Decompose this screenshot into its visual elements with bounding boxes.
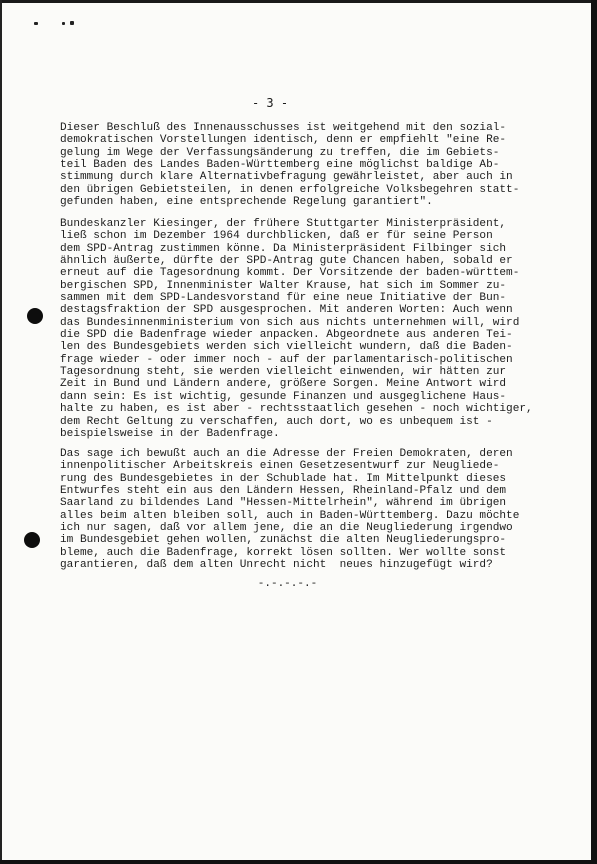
text-line: Bundeskanzler Kiesinger, der frühere Stuttgarter Ministerpräsident, <box>60 218 507 230</box>
text-line: bleme, auch die Badenfrage, korrekt lösen sollten. Wer wollte sonst <box>60 546 507 559</box>
closing-mark: -.-.-.-.- <box>257 578 318 590</box>
paragraph-1 <box>60 122 547 208</box>
scan-border-top <box>0 0 597 3</box>
text-line: das Bundesinnenministerium von sich aus nichts unternehmen will, wird <box>60 316 520 329</box>
punch-hole-top <box>27 308 43 324</box>
text-line: erneut auf die Tagesordnung kommt. Der Vorsitzende der baden-württem- <box>60 267 520 280</box>
text-line: sammen mit dem SPD-Landesvorstand für eine neue Initiative der Bun- <box>60 292 507 305</box>
text-line: innenpolitischer Arbeitskreis einen Gesetzesentwurf zur Neugliede- <box>60 460 500 473</box>
text-line: garantieren, daß dem alten Unrecht nicht neues hinzugefügt wird? <box>60 559 493 572</box>
text-line: ließ schon im Dezember 1964 durchblicken, daß er für seine Person <box>60 230 493 243</box>
text-line: Saarland zu bildendes Land "Hessen-Mittelrhein", während im übrigen <box>60 497 507 510</box>
text-line: alles beim alten bleiben soll, auch in Baden-Württemberg. Dazu möchte <box>60 509 520 522</box>
scan-speck <box>70 21 74 25</box>
text-line: Tagesordnung steht, sie werden vielleicht einwenden, wir hätten zur <box>60 366 507 379</box>
text-line: die SPD die Badenfrage wieder anpacken. Abgeordnete aus anderen Tei- <box>60 329 513 342</box>
text-line: bergischen SPD, Innenminister Walter Krause, hat sich im Sommer zu- <box>60 279 507 292</box>
text-line: rung des Bundesgebietes in der Schublade hat. Im Mittelpunkt dieses <box>60 472 507 485</box>
text-line: frage wieder - oder immer noch - auf der parlamentarisch-politischen <box>60 353 513 366</box>
text-line: Entwurfes steht ein aus den Ländern Hessen, Rheinland-Pfalz und dem <box>60 485 507 498</box>
scan-border-left <box>0 0 2 864</box>
paragraph-2 <box>60 218 547 440</box>
scan-border-bottom <box>0 860 597 864</box>
text-line: ich nur sagen, daß vor allem jene, die an die Neugliederung irgendwo <box>60 522 513 535</box>
text-line: Das sage ich bewußt auch an die Adresse der Freien Demokraten, deren <box>60 448 513 460</box>
text-line: stimmung durch klare Alternativbefragung gewährleistet, aber auch in <box>60 171 513 184</box>
text-line: ähnlich äußerte, dürfte der SPD-Antrag gute Chancen haben, sobald er <box>60 255 513 268</box>
text-line: im Bundesgebiet gehen wollen, zunächst die alten Neugliederungspro- <box>60 534 507 547</box>
page-number: - 3 - <box>251 96 289 110</box>
scan-speck <box>62 22 65 25</box>
text-line: den übrigen Gebietsteilen, in denen erfolgreiche Volksbegehren statt- <box>60 183 520 196</box>
text-line: demokratischen Vorstellungen identisch, denn er empfiehlt "eine Re- <box>60 134 507 147</box>
text-line: halte zu haben, es ist aber - rechtsstaatlich gesehen - noch wichtiger, <box>60 403 533 416</box>
scan-speck <box>34 22 38 25</box>
text-line: Zeit in Bund und Ländern andere, größere Sorgen. Meine Antwort wird <box>60 378 507 391</box>
text-line: Dieser Beschluß des Innenausschusses ist weitgehend mit den sozial- <box>60 122 507 134</box>
text-line: destagsfraktion der SPD ausgesprochen. Mit anderen Worten: Auch wenn <box>60 304 513 317</box>
text-line: beispielsweise in der Badenfrage. <box>60 427 280 440</box>
text-line: gefunden haben, eine entsprechende Regelung garantiert". <box>60 196 433 209</box>
text-line: gelung im Wege der Verfassungsänderung zu treffen, die im Gebiets- <box>60 146 500 159</box>
text-line: dem SPD-Antrag zustimmen könne. Da Ministerpräsident Filbinger sich <box>60 242 507 255</box>
punch-hole-bottom <box>24 532 40 548</box>
scan-border-right <box>591 0 597 864</box>
paragraph-3 <box>60 448 547 571</box>
text-line: teil Baden des Landes Baden-Württemberg eine möglichst baldige Ab- <box>60 159 500 172</box>
text-line: dann sein: Es ist wichtig, gesunde Finanzen und ausgeglichene Haus- <box>60 390 507 403</box>
text-line: dem Recht Geltung zu verschaffen, auch dort, wo es unbequem ist - <box>60 415 493 428</box>
text-line: len des Bundesgebiets werden sich vielleicht wundern, daß die Baden- <box>60 341 513 354</box>
